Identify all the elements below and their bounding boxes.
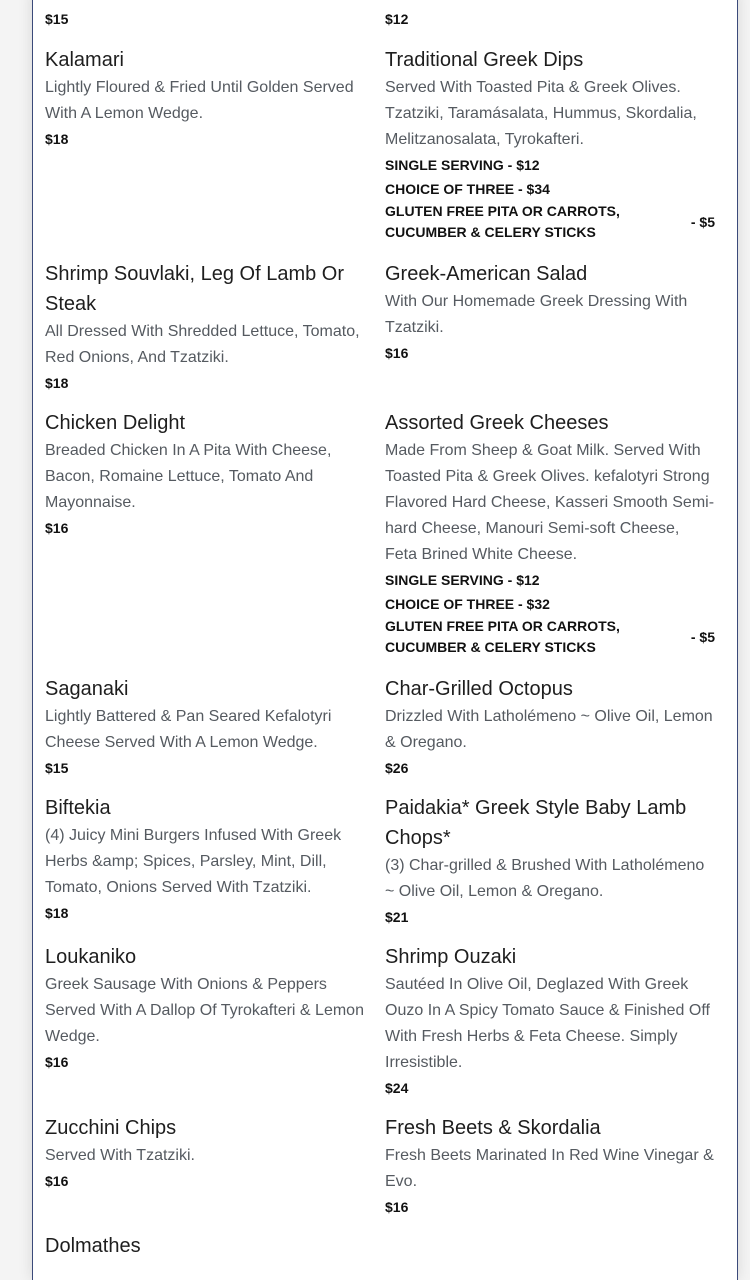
menu-item-zucchini-chips <box>45 1113 375 1192</box>
menu-item-price: $18 <box>45 905 69 921</box>
serving-option: CHOICE OF THREE - $34 <box>385 181 550 197</box>
menu-item-description: Served With Toasted Pita & Greek Olives. Tzatziki, Taramásalata, Hummus, Skordalia, Melitzanosalata, Tyrokafteri. <box>385 79 697 148</box>
menu-item-name: Chicken Delight <box>45 412 186 434</box>
menu-item-name: Kalamari <box>45 49 124 71</box>
menu-item-description: (3) Char-grilled & Brushed With Latholémeno ~ Olive Oil, Lemon & Oregano. <box>385 857 705 900</box>
menu-item-assorted-greek-cheeses <box>385 408 715 658</box>
menu-item-fresh-beets <box>385 1113 715 1218</box>
menu-item-price: $16 <box>45 520 69 536</box>
serving-option-gluten-free <box>385 616 715 658</box>
menu-item-name: Loukaniko <box>45 946 137 968</box>
menu-item-description: All Dressed With Shredded Lettuce, Tomato, Red Onions, And Tzatziki. <box>45 323 360 366</box>
menu-item-name: Zucchini Chips <box>45 1117 177 1139</box>
menu-item-description: Lightly Battered & Pan Seared Kefalotyri Cheese Served With A Lemon Wedge. <box>45 708 332 751</box>
menu-item-traditional-greek-dips <box>385 45 715 243</box>
menu-item-dolmathes <box>45 1231 375 1261</box>
menu-item-price: $16 <box>45 1054 69 1070</box>
menu-item-name: Char-Grilled Octopus <box>385 678 573 700</box>
serving-option: SINGLE SERVING - $12 <box>385 572 540 588</box>
serving-option-price: - $5 <box>690 213 715 230</box>
menu-item-paidakia <box>385 793 715 928</box>
menu-item-chicken-delight <box>45 408 375 539</box>
menu-item-description: With Our Homemade Greek Dressing With Tzatziki. <box>385 293 688 336</box>
menu-item-description: Lightly Floured & Fried Until Golden Served With A Lemon Wedge. <box>45 79 354 122</box>
menu-item-name: Paidakia* Greek Style Baby Lamb Chops* <box>385 797 687 849</box>
menu-card <box>32 0 738 1280</box>
menu-item-name: Shrimp Ouzaki <box>385 946 517 968</box>
menu-item-description: Sautéed In Olive Oil, Deglazed With Greek Ouzo In A Spicy Tomato Sauce & Finished Off With Fresh Herbs & Feta Cheese. Simply Irresistible. <box>385 976 710 1071</box>
serving-option: CHOICE OF THREE - $32 <box>385 596 550 612</box>
menu-item-description: Breaded Chicken In A Pita With Cheese, Bacon, Romaine Lettuce, Tomato And Mayonnaise. <box>45 442 332 511</box>
serving-option: SINGLE SERVING - $12 <box>385 157 540 173</box>
menu-item-name: Shrimp Souvlaki, Leg Of Lamb Or Steak <box>45 263 345 315</box>
menu-item-price: $16 <box>45 1173 69 1189</box>
menu-item-price: $15 <box>45 11 69 27</box>
serving-option-gluten-free <box>385 201 715 243</box>
menu-item-description: (4) Juicy Mini Burgers Infused With Greek Herbs &amp; Spices, Parsley, Mint, Dill, Tomato, Onions Served With Tzatziki. <box>45 827 342 896</box>
menu-item-biftekia <box>45 793 375 924</box>
menu-item-name: Assorted Greek Cheeses <box>385 412 609 434</box>
menu-item-shrimp-souvlaki <box>45 259 375 394</box>
menu-item-price: $18 <box>45 375 69 391</box>
menu-item-saganaki <box>45 674 375 779</box>
menu-item-price: $18 <box>45 131 69 147</box>
menu-item-price: $12 <box>385 11 409 27</box>
menu-item-kalamari <box>45 45 375 150</box>
menu-item-shrimp-ouzaki <box>385 942 715 1099</box>
menu-item-price: $21 <box>385 909 409 925</box>
menu-item-description: Fresh Beets Marinated In Red Wine Vinegar & Evo. <box>385 1147 714 1190</box>
menu-item-description: Served With Tzatziki. <box>45 1147 195 1164</box>
menu-item-price: $16 <box>385 1199 409 1215</box>
menu-item-char-grilled-octopus <box>385 674 715 779</box>
menu-item-price: $15 <box>45 760 69 776</box>
menu-item-name: Fresh Beets & Skordalia <box>385 1117 601 1139</box>
menu-item-price: $16 <box>385 345 409 361</box>
menu-item-name: Saganaki <box>45 678 129 700</box>
menu-item-description: Drizzled With Latholémeno ~ Olive Oil, Lemon & Oregano. <box>385 708 713 751</box>
menu-item-price: $24 <box>385 1080 409 1096</box>
menu-item-description: Greek Sausage With Onions & Peppers Served With A Dallop Of Tyrokafteri & Lemon Wedge. <box>45 976 364 1045</box>
menu-item-greek-american-salad <box>385 259 715 364</box>
menu-item-name: Biftekia <box>45 797 111 819</box>
menu-item-name: Dolmathes <box>45 1235 141 1257</box>
menu-item-name: Traditional Greek Dips <box>385 49 584 71</box>
serving-option-price: - $5 <box>690 628 715 645</box>
menu-item-name: Greek-American Salad <box>385 263 588 285</box>
serving-option-label: GLUTEN FREE PITA OR CARROTS, CUCUMBER & CELERY STICKS <box>385 618 620 655</box>
menu-item-description: Made From Sheep & Goat Milk. Served With Toasted Pita & Greek Olives. kefalotyri Strong Flavored Hard Cheese, Kasseri Smooth Semi-hard Cheese, Manouri Semi-soft Cheese, Feta Brined White Cheese. <box>385 442 715 563</box>
menu-item-price: $26 <box>385 760 409 776</box>
serving-option-label: GLUTEN FREE PITA OR CARROTS, CUCUMBER & CELERY STICKS <box>385 203 620 240</box>
menu-item-loukaniko <box>45 942 375 1073</box>
